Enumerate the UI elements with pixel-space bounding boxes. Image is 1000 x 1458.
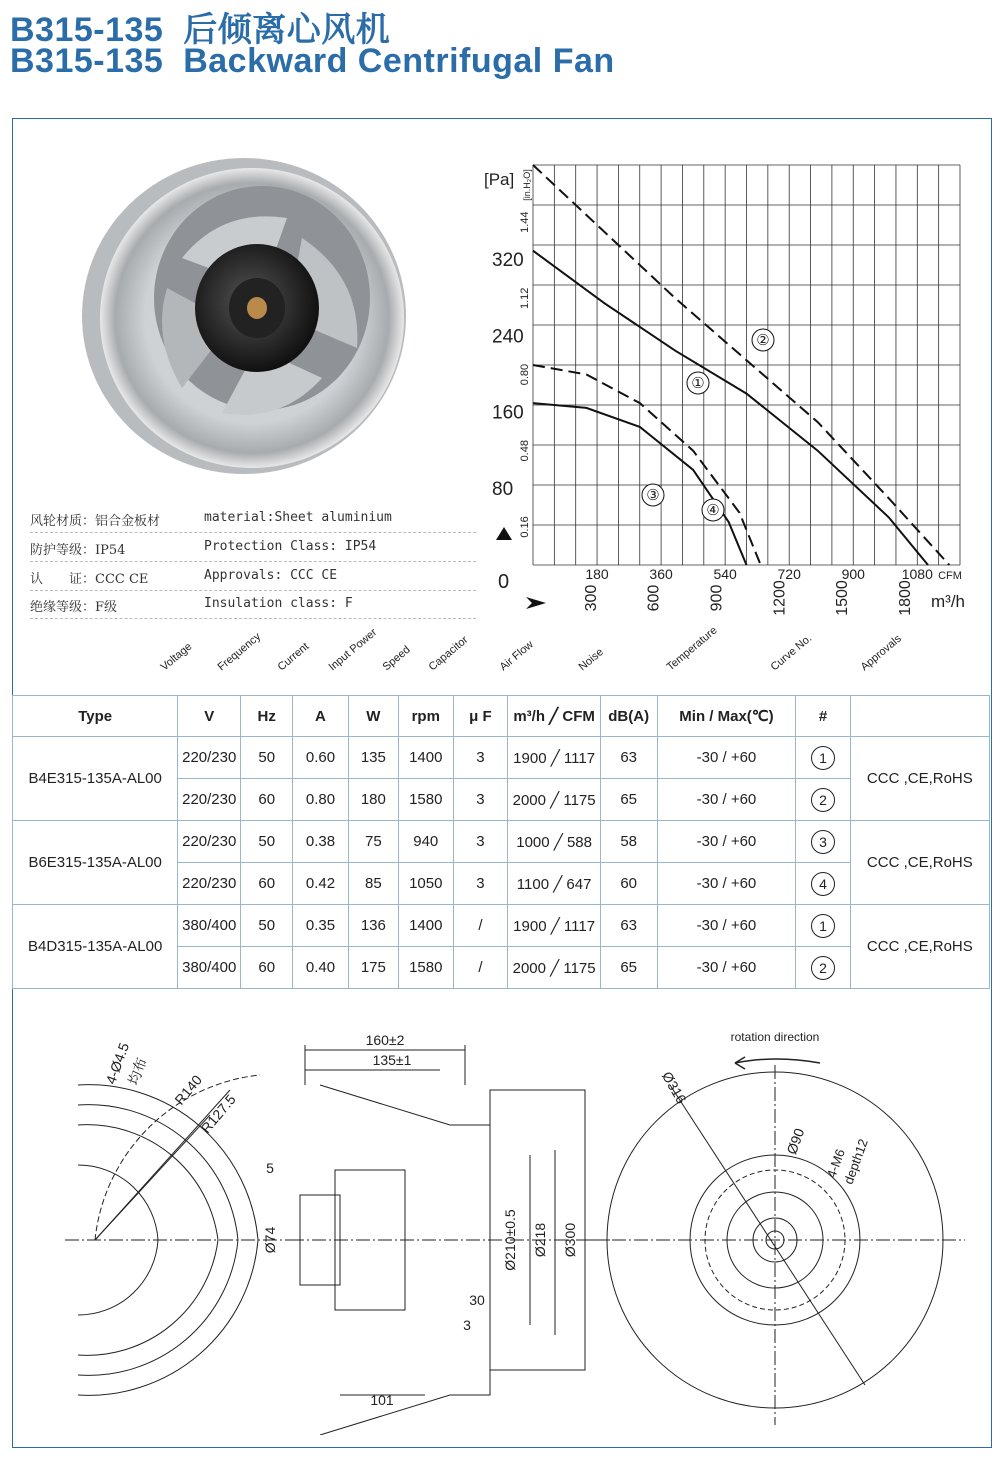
table-cell: 3 bbox=[453, 863, 508, 905]
table-cell: 0.35 bbox=[293, 905, 348, 947]
model-type: B4D315-135A-AL00 bbox=[13, 905, 178, 989]
dim-90: Ø90 bbox=[783, 1126, 808, 1157]
unit-header: W bbox=[348, 696, 398, 737]
table-cell: 136 bbox=[348, 905, 398, 947]
table-cell: 1050 bbox=[399, 863, 453, 905]
unit-header: Min / Max(℃) bbox=[657, 696, 796, 737]
approvals-cell: CCC ,CE,RoHS bbox=[850, 905, 989, 989]
table-cell: / bbox=[453, 947, 508, 989]
column-header-noise: Noise bbox=[576, 646, 606, 674]
material-en: material:Sheet aluminium bbox=[204, 510, 392, 525]
dim-holes: 4-Ø4.5 bbox=[102, 1040, 133, 1087]
table-cell: 3 bbox=[453, 821, 508, 863]
table-row bbox=[13, 821, 990, 863]
column-header-air-flow: Air Flow bbox=[497, 638, 536, 674]
dim-3: 3 bbox=[463, 1317, 471, 1333]
technical-drawings bbox=[30, 1025, 980, 1435]
table-cell: 1580 bbox=[399, 947, 453, 989]
table-cell: 63 bbox=[600, 905, 657, 947]
x-m3h-tick-label: 1200 bbox=[771, 580, 789, 616]
spec-table bbox=[12, 695, 990, 989]
material-cn: 风轮材质：铝合金板材 bbox=[30, 514, 161, 529]
table-cell: 2000 ╱ 1175 bbox=[508, 947, 601, 989]
unit-header-row bbox=[13, 696, 990, 737]
x-m3h-tick-label: 600 bbox=[645, 584, 663, 612]
x-m3h-tick-label: 300 bbox=[582, 584, 600, 612]
table-cell: 2000 ╱ 1175 bbox=[508, 779, 601, 821]
y2-unit: [in.H₂O] bbox=[522, 169, 532, 201]
table-cell: -30 / +60 bbox=[657, 821, 796, 863]
unit-header-approvals bbox=[850, 696, 989, 737]
table-cell: 60 bbox=[241, 947, 293, 989]
table-cell: 0.40 bbox=[293, 947, 348, 989]
table-row bbox=[13, 737, 990, 779]
dim-210: Ø210±0.5 bbox=[502, 1209, 518, 1271]
table-cell: 3 bbox=[453, 779, 508, 821]
x-cfm-tick-label: 1080 bbox=[901, 566, 933, 582]
chart-labels bbox=[484, 169, 965, 616]
dim-30: 30 bbox=[469, 1292, 485, 1308]
curve-number bbox=[796, 821, 850, 863]
dim-r140: R140 bbox=[171, 1071, 206, 1108]
table-cell: 65 bbox=[600, 947, 657, 989]
table-cell: -30 / +60 bbox=[657, 863, 796, 905]
x-cfm-tick-label: 180 bbox=[585, 566, 609, 582]
y-tick-label: 80 bbox=[492, 478, 514, 500]
x-cfm-tick-label: 900 bbox=[841, 566, 865, 582]
x-cfm-tick-label: 540 bbox=[713, 566, 737, 582]
table-cell: 0.80 bbox=[293, 779, 348, 821]
dim-101: 101 bbox=[370, 1392, 394, 1408]
insulation-row bbox=[30, 590, 476, 619]
table-cell: 75 bbox=[348, 821, 398, 863]
column-header-frequency: Frequency bbox=[215, 630, 264, 674]
protection-row bbox=[30, 533, 476, 562]
y2-tick-label: 0.16 bbox=[519, 516, 531, 538]
y-axis-arrow bbox=[496, 527, 512, 540]
unit-header: rpm bbox=[399, 696, 453, 737]
curve-number bbox=[796, 737, 850, 779]
dim-5: 5 bbox=[266, 1160, 274, 1176]
x-m3h-unit: m³/h bbox=[931, 592, 965, 611]
table-cell: 3 bbox=[453, 737, 508, 779]
curve-label: ② bbox=[756, 332, 770, 349]
dim-depth: depth12 bbox=[840, 1136, 871, 1187]
column-header-temperature: Temperature bbox=[664, 624, 720, 674]
model-type: B4E315-135A-AL00 bbox=[13, 737, 178, 821]
curve-number bbox=[796, 779, 850, 821]
dim-300: Ø300 bbox=[562, 1222, 578, 1258]
x-cfm-tick-label: 720 bbox=[777, 566, 801, 582]
dim-218: Ø218 bbox=[532, 1222, 548, 1258]
curve-number-badge: 2 bbox=[811, 788, 835, 812]
curve-label: ④ bbox=[706, 502, 720, 519]
dim-160: 160±2 bbox=[365, 1032, 405, 1048]
fan-photo bbox=[72, 148, 412, 478]
curve-label: ③ bbox=[646, 487, 660, 504]
unit-header: m³/h ╱ CFM bbox=[508, 696, 601, 737]
x-m3h-tick-label: 1800 bbox=[896, 580, 914, 616]
material-row bbox=[30, 504, 476, 533]
curve-number bbox=[796, 863, 850, 905]
unit-header: V bbox=[178, 696, 241, 737]
column-header-current: Current bbox=[275, 640, 312, 674]
table-cell: 180 bbox=[348, 779, 398, 821]
unit-header: μ F bbox=[453, 696, 508, 737]
approvals-en: Approvals: CCC CE bbox=[204, 568, 338, 583]
column-header-approvals: Approvals bbox=[858, 632, 904, 674]
dim-holes-cn: 均布 bbox=[124, 1055, 150, 1088]
unit-header: Hz bbox=[241, 696, 293, 737]
table-cell: 58 bbox=[600, 821, 657, 863]
table-cell: 380/400 bbox=[178, 905, 241, 947]
y-tick-label: 160 bbox=[492, 402, 524, 424]
model-type: B6E315-135A-AL00 bbox=[13, 821, 178, 905]
curve-number bbox=[796, 905, 850, 947]
table-cell: 60 bbox=[241, 779, 293, 821]
table-cell: 0.38 bbox=[293, 821, 348, 863]
table-cell: 1100 ╱ 647 bbox=[508, 863, 601, 905]
table-cell: 1400 bbox=[399, 737, 453, 779]
performance-chart bbox=[478, 155, 978, 625]
curve-number bbox=[796, 947, 850, 989]
table-cell: 50 bbox=[241, 737, 293, 779]
y-unit: [Pa] bbox=[484, 170, 515, 189]
table-row bbox=[13, 905, 990, 947]
table-cell: 0.60 bbox=[293, 737, 348, 779]
dim-74: Ø74 bbox=[262, 1226, 278, 1254]
protection-cn: 防护等级：IP54 bbox=[30, 543, 126, 558]
table-cell: 175 bbox=[348, 947, 398, 989]
dim-m6: 4-M6 bbox=[823, 1146, 848, 1180]
table-cell: 220/230 bbox=[178, 863, 241, 905]
curve-label: ① bbox=[691, 375, 705, 392]
table-cell: 1400 bbox=[399, 905, 453, 947]
column-header-voltage: Voltage bbox=[158, 640, 195, 674]
table-cell: 940 bbox=[399, 821, 453, 863]
column-header-input-power: Input Power bbox=[326, 626, 380, 674]
table-cell: 135 bbox=[348, 737, 398, 779]
table-cell: 65 bbox=[600, 779, 657, 821]
column-header-curve-no-: Curve No. bbox=[768, 632, 815, 674]
table-cell: 0.42 bbox=[293, 863, 348, 905]
x-m3h-tick-label: 1500 bbox=[834, 580, 852, 616]
table-cell: 1900 ╱ 1117 bbox=[508, 737, 601, 779]
table-cell: 220/230 bbox=[178, 737, 241, 779]
unit-header: # bbox=[796, 696, 850, 737]
table-cell: / bbox=[453, 905, 508, 947]
curve-number-badge: 1 bbox=[811, 914, 835, 938]
y-tick-label: 320 bbox=[492, 250, 524, 272]
approvals-row bbox=[30, 562, 476, 591]
insulation-en: Insulation class: F bbox=[204, 596, 353, 611]
insulation-cn: 绝缘等级：F级 bbox=[30, 600, 118, 615]
table-cell: -30 / +60 bbox=[657, 737, 796, 779]
column-header-speed: Speed bbox=[380, 643, 413, 674]
protection-en: Protection Class: IP54 bbox=[204, 539, 377, 554]
table-cell: 60 bbox=[241, 863, 293, 905]
y2-tick-label: 0.80 bbox=[519, 363, 531, 386]
dim-316: Ø316 bbox=[658, 1068, 690, 1107]
table-cell: 60 bbox=[600, 863, 657, 905]
curve-number-badge: 3 bbox=[811, 830, 835, 854]
table-cell: 85 bbox=[348, 863, 398, 905]
approvals-cell: CCC ,CE,RoHS bbox=[850, 737, 989, 821]
dim-135: 135±1 bbox=[372, 1052, 412, 1068]
title-cn: B315-135 后倾离心风机 bbox=[10, 11, 391, 49]
table-cell: 220/230 bbox=[178, 779, 241, 821]
y2-tick-label: 1.44 bbox=[519, 211, 531, 233]
table-cell: -30 / +60 bbox=[657, 779, 796, 821]
unit-header: Type bbox=[13, 696, 178, 737]
unit-header: A bbox=[293, 696, 348, 737]
y-tick-label: 240 bbox=[492, 326, 524, 348]
x-cfm-unit: CFM bbox=[938, 570, 962, 582]
table-cell: 50 bbox=[241, 821, 293, 863]
table-cell: -30 / +60 bbox=[657, 905, 796, 947]
table-cell: 1000 ╱ 588 bbox=[508, 821, 601, 863]
table-cell: 1900 ╱ 1117 bbox=[508, 905, 601, 947]
approvals-cell: CCC ,CE,RoHS bbox=[850, 821, 989, 905]
dim-r127: R127.5 bbox=[197, 1091, 239, 1137]
curve-number-badge: 1 bbox=[811, 746, 835, 770]
table-cell: 50 bbox=[241, 905, 293, 947]
table-cell: -30 / +60 bbox=[657, 947, 796, 989]
rotation-label: rotation direction bbox=[730, 1030, 820, 1044]
curve-number-badge: 4 bbox=[811, 872, 835, 896]
y2-tick-label: 1.12 bbox=[519, 287, 531, 310]
curve-1 bbox=[533, 251, 928, 565]
title-en: B315-135 Backward Centrifugal Fan bbox=[10, 42, 615, 80]
x-axis-arrow bbox=[526, 597, 546, 609]
table-cell: 1580 bbox=[399, 779, 453, 821]
y2-tick-label: 0.48 bbox=[519, 440, 531, 462]
curve-4 bbox=[533, 365, 761, 565]
curve-number-badge: 2 bbox=[811, 956, 835, 980]
table-cell: 63 bbox=[600, 737, 657, 779]
column-header-capacitor: Capacitor bbox=[426, 633, 471, 674]
x-cfm-tick-label: 360 bbox=[649, 566, 673, 582]
origin-label: 0 bbox=[498, 571, 510, 593]
unit-header: dB(A) bbox=[600, 696, 657, 737]
x-m3h-tick-label: 900 bbox=[708, 584, 726, 612]
table-cell: 220/230 bbox=[178, 821, 241, 863]
table-cell: 380/400 bbox=[178, 947, 241, 989]
approvals-cn: 认 证：CCC CE bbox=[30, 572, 149, 587]
